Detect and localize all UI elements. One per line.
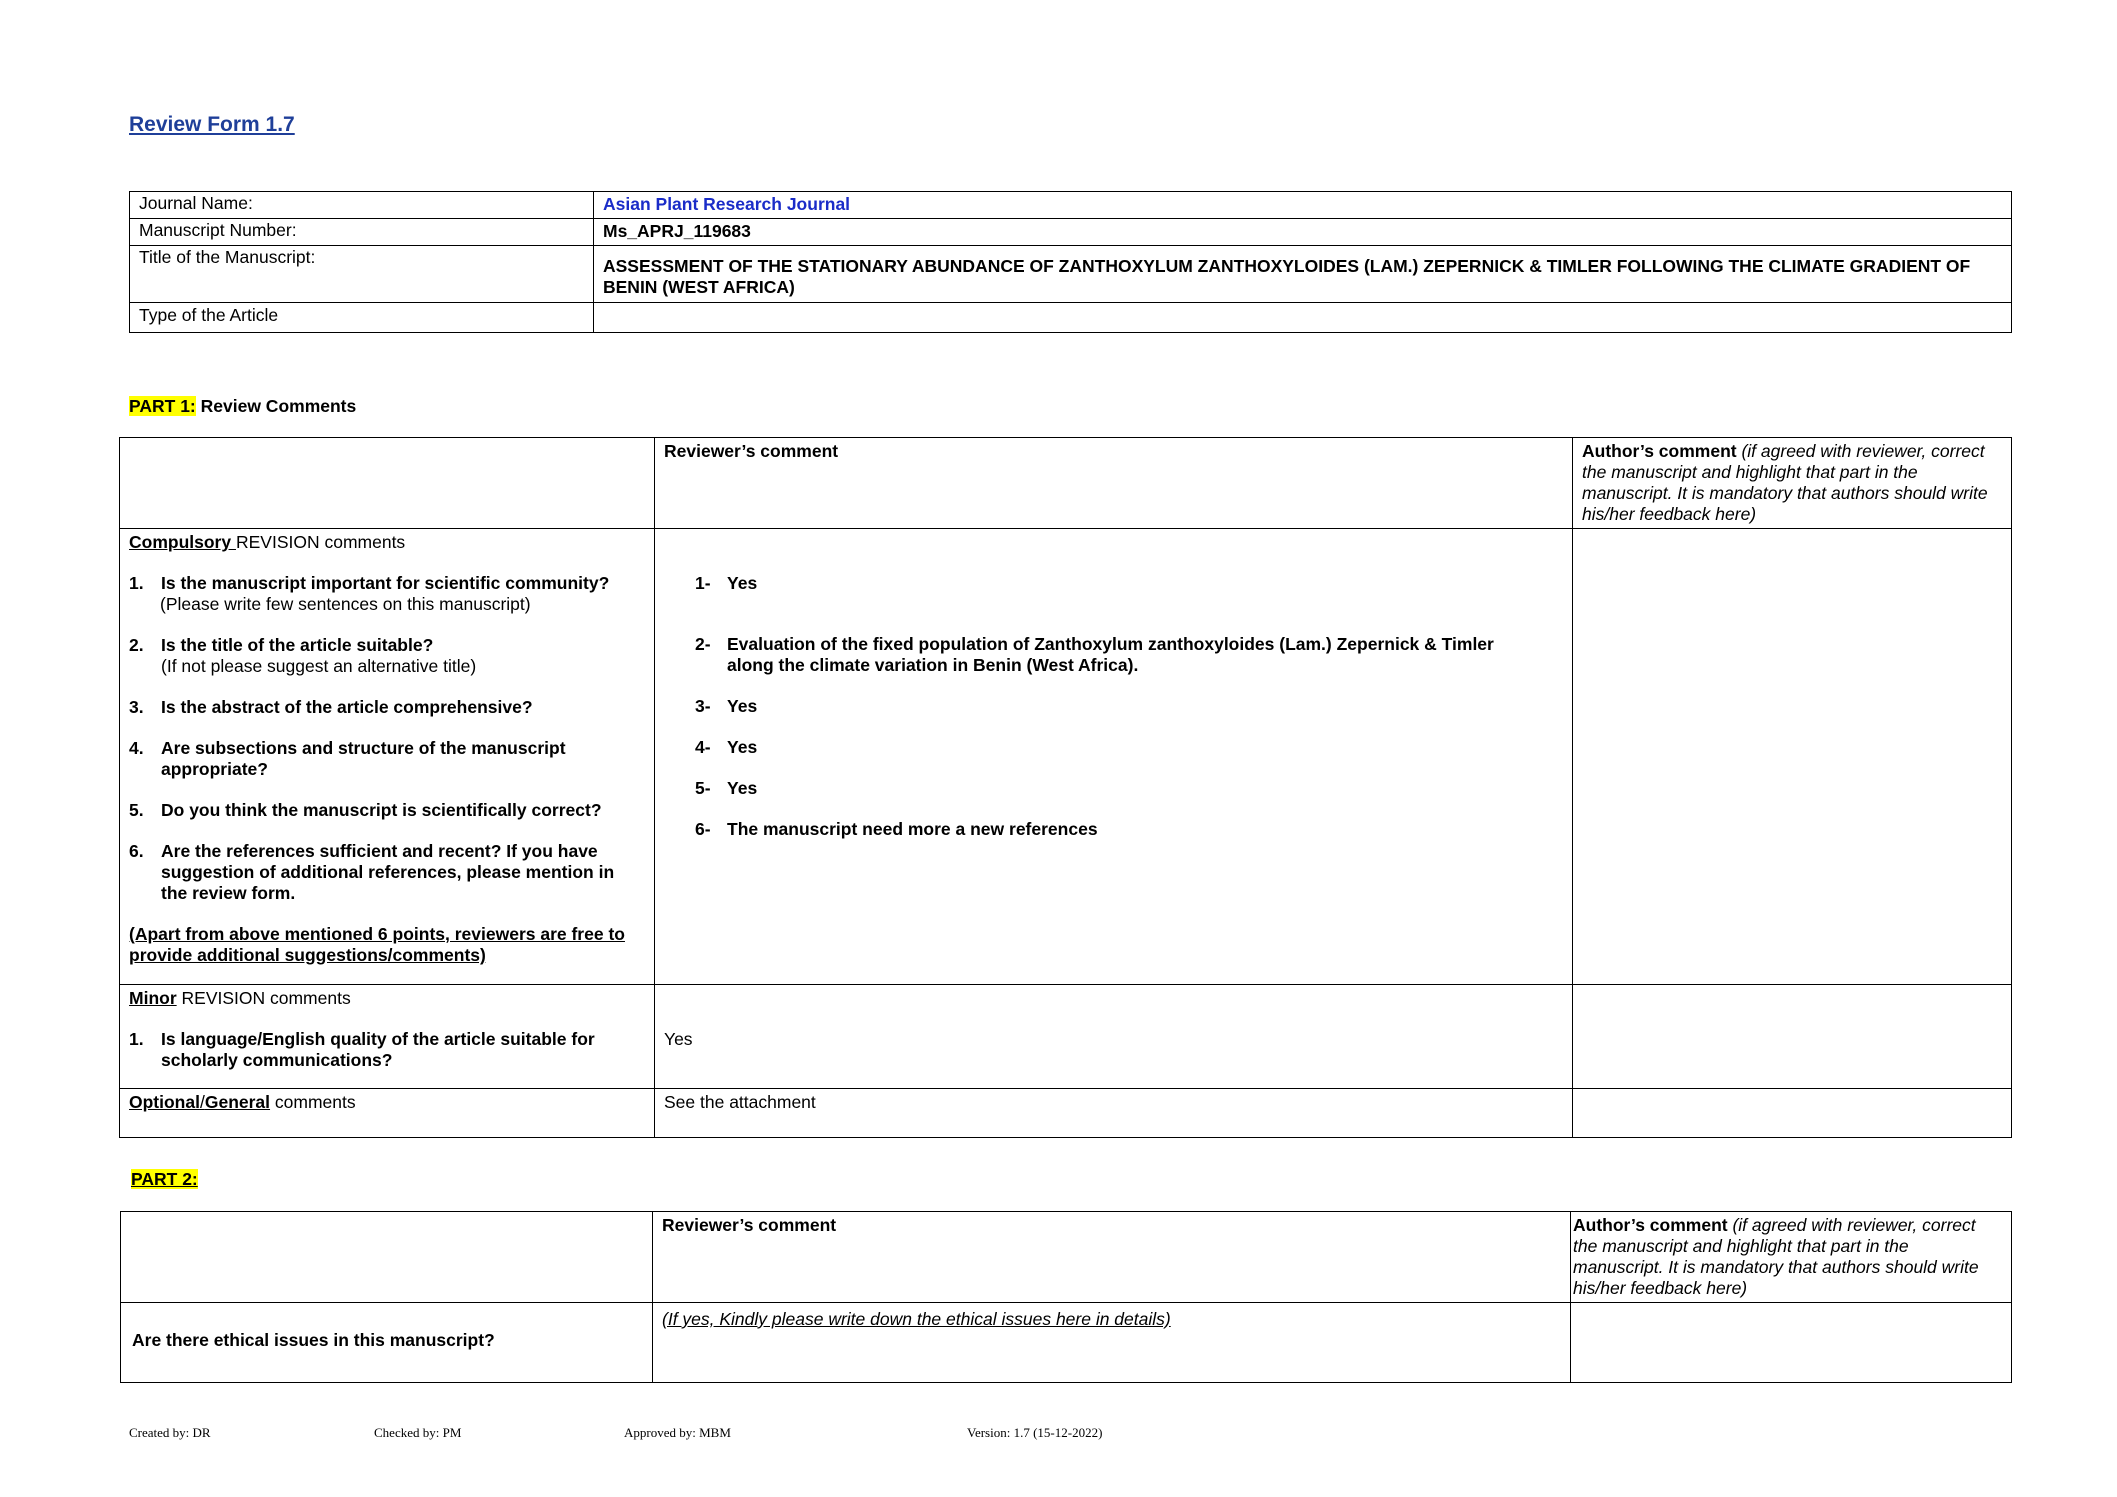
answer-6: 6- The manuscript need more a new references bbox=[695, 819, 1098, 839]
question-5: 5. Do you think the manuscript is scientifically correct? bbox=[129, 800, 602, 820]
optional-heading-bold: Optional bbox=[129, 1092, 200, 1112]
article-type-label: Type of the Article bbox=[130, 303, 594, 333]
answer-4: 4- Yes bbox=[695, 737, 758, 757]
answer-2: 2- Evaluation of the fixed population of Zanthoxylum zanthoxyloides (Lam.) Zepernick & Timler along the climate variation in Benin (West Africa). bbox=[695, 634, 1494, 675]
optional-heading-slash: / bbox=[199, 1092, 205, 1112]
manuscript-title-value: ASSESSMENT OF THE STATIONARY ABUNDANCE OF ZANTHOXYLUM ZANTHOXYLOIDES (LAM.) ZEPERNICK & TIMLER FOLLOWING THE CLIMATE GRADIENT OF BENIN (WEST AFRICA) bbox=[594, 246, 2012, 303]
manuscript-number-value: Ms_APRJ_119683 bbox=[594, 219, 2012, 246]
answer-1: 1- Yes bbox=[695, 573, 758, 593]
part2-heading bbox=[131, 1169, 198, 1190]
ethics-hint[interactable]: (If yes, Kindly please write down the ethical issues here in details) bbox=[653, 1303, 1571, 1383]
part2-author-header-title: Author’s comment bbox=[1573, 1215, 1728, 1235]
compulsory-heading-bold: Compulsory bbox=[129, 532, 236, 552]
minor-heading-bold: Minor bbox=[129, 988, 177, 1008]
part2-label: PART 2: bbox=[131, 1169, 198, 1189]
question-3: 3. Is the abstract of the article comprehensive? bbox=[129, 697, 533, 717]
part2-review-table bbox=[120, 1211, 2012, 1383]
answer-3: 3- Yes bbox=[695, 696, 758, 716]
question-1: 1. Is the manuscript important for scientific community? (Please write few sentences on this manuscript) bbox=[129, 573, 610, 614]
part1-empty-header bbox=[120, 438, 655, 529]
minor-heading bbox=[129, 988, 645, 1009]
question-2: 2. Is the title of the article suitable? (If not please suggest an alternative title) bbox=[129, 635, 477, 676]
minor-heading-rest: REVISION comments bbox=[176, 988, 351, 1008]
part2-author-header-note: (if agreed with reviewer, correct the manuscript and highlight that part in the manuscript. It is mandatory that authors should write his/her feedback here) bbox=[1573, 1215, 1979, 1298]
question-4: 4. Are subsections and structure of the manuscript appropriate? bbox=[129, 738, 566, 779]
minor-answer: Yes bbox=[664, 1029, 693, 1049]
compulsory-heading bbox=[129, 532, 645, 553]
minor-question-1: 1. Is language/English quality of the article suitable for scholarly communications? bbox=[129, 1029, 595, 1070]
optional-author-cell[interactable] bbox=[1573, 1089, 2012, 1138]
part1-author-header-title: Author’s comment bbox=[1582, 441, 1737, 461]
question-6: 6. Are the references sufficient and recent? If you have suggestion of additional references, please mention in the review form. bbox=[129, 841, 615, 903]
part2-author-header bbox=[1571, 1212, 2012, 1303]
footer-checked: Checked by: PM bbox=[374, 1425, 462, 1440]
form-title: Review Form 1.7 bbox=[129, 113, 295, 136]
part1-review-table bbox=[119, 437, 2012, 1138]
minor-answer-cell bbox=[655, 985, 1573, 1089]
part1-author-header-note: (if agreed with reviewer, correct the manuscript and highlight that part in the manuscript. It is mandatory that authors should write his/her feedback here) bbox=[1582, 441, 1988, 524]
answer-5: 5- Yes bbox=[695, 778, 758, 798]
minor-questions-cell bbox=[120, 985, 655, 1089]
part1-label: PART 1: bbox=[129, 396, 196, 416]
ethics-question: Are there ethical issues in this manuscript? bbox=[121, 1303, 653, 1383]
optional-answer-cell: See the attachment bbox=[655, 1089, 1573, 1138]
optional-heading-general: General bbox=[204, 1092, 271, 1112]
compulsory-questions-cell bbox=[120, 529, 655, 985]
free-suggestions-note: (Apart from above mentioned 6 points, reviewers are free to provide additional suggestions/comments) bbox=[129, 924, 625, 965]
article-type-value bbox=[594, 303, 2012, 333]
compulsory-answers-cell bbox=[655, 529, 1573, 985]
manuscript-title-label: Title of the Manuscript: bbox=[130, 246, 594, 303]
part2-reviewer-header: Reviewer’s comment bbox=[653, 1212, 1571, 1303]
manuscript-number-label: Manuscript Number: bbox=[130, 219, 594, 246]
minor-author-cell[interactable] bbox=[1573, 985, 2012, 1089]
journal-name-value: Asian Plant Research Journal bbox=[594, 192, 2012, 219]
part1-author-header bbox=[1573, 438, 2012, 529]
footer-approved: Approved by: MBM bbox=[624, 1425, 731, 1440]
footer-version: Version: 1.7 (15-12-2022) bbox=[967, 1425, 1103, 1440]
part1-reviewer-header: Reviewer’s comment bbox=[655, 438, 1573, 529]
compulsory-author-cell[interactable] bbox=[1573, 529, 2012, 985]
journal-name-label: Journal Name: bbox=[130, 192, 594, 219]
compulsory-heading-rest: REVISION comments bbox=[235, 532, 406, 552]
footer-created: Created by: DR bbox=[129, 1425, 211, 1440]
part1-heading bbox=[129, 396, 356, 417]
part1-title: Review Comments bbox=[195, 396, 357, 416]
manuscript-info-table bbox=[129, 191, 2012, 333]
part2-empty-header bbox=[121, 1212, 653, 1303]
ethics-author-cell[interactable] bbox=[1571, 1303, 2012, 1383]
optional-comments-cell bbox=[120, 1089, 655, 1138]
optional-heading-rest: comments bbox=[270, 1092, 356, 1112]
